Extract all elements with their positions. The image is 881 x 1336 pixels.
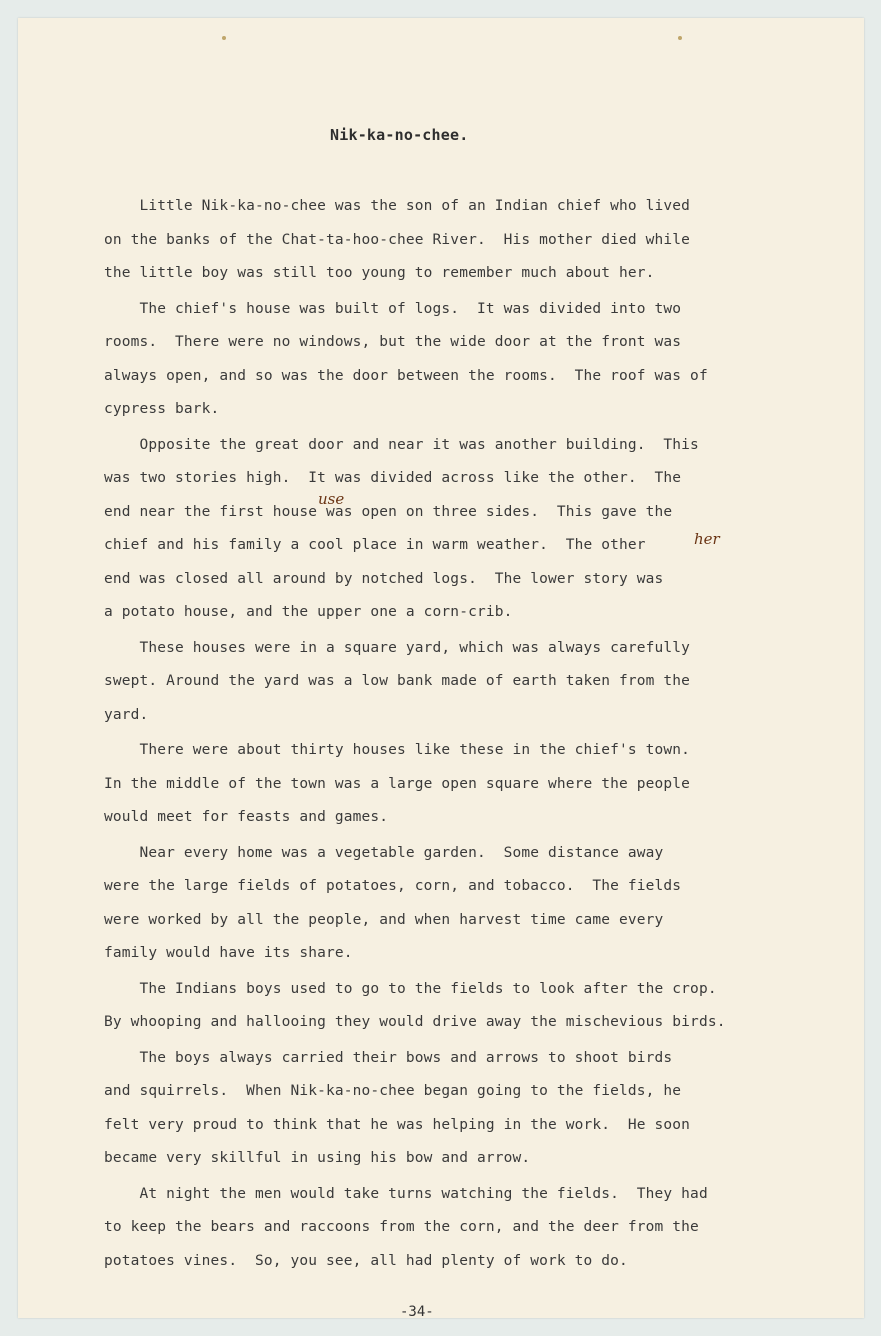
- text-line: cypress bark.: [104, 401, 220, 417]
- text-line: yard.: [104, 706, 149, 723]
- text-line: Little Nik-ka-no-chee was the son of an Indian chief who lived: [104, 198, 691, 214]
- text-line: potatoes vines. So, you see, all had plenty of work to do.: [104, 1252, 628, 1269]
- text-line: The boys always carried their bows and arrows to shoot birds: [104, 1049, 673, 1066]
- text-line: were worked by all the people, and when harvest time came every: [104, 911, 664, 928]
- page-number: -34-: [400, 1304, 434, 1318]
- handwritten-correction: use: [318, 490, 345, 508]
- text-line: felt very proud to think that he was helping in the work. He soon: [104, 1116, 691, 1133]
- text-line: always open, and so was the door between the rooms. The roof was of: [104, 367, 708, 384]
- text-line: and squirrels. When Nik-ka-no-chee began going to the fields, he: [104, 1083, 682, 1099]
- text-line: At night the men would take turns watching the fields. They had: [104, 1185, 708, 1202]
- paragraph: [104, 1178, 794, 1279]
- text-line: The chief's house was built of logs. It was divided into two: [104, 300, 682, 317]
- handwritten-correction: her: [694, 530, 720, 548]
- punch-hole-mark: [222, 36, 226, 40]
- paragraph: [104, 973, 794, 1040]
- paragraph: [104, 190, 794, 291]
- document-title: Nik-ka-no-chee.: [330, 126, 469, 144]
- text-line: swept. Around the yard was a low bank made of earth taken from the: [104, 673, 691, 689]
- text-line: were the large fields of potatoes, corn, and tobacco. The fields: [104, 878, 682, 894]
- text-line: The Indians boys used to go to the fields to look after the crop.: [104, 980, 717, 997]
- text-line: a potato house, and the upper one a corn-crib.: [104, 604, 513, 620]
- document-body: [104, 190, 794, 1280]
- paragraph: [104, 734, 794, 835]
- punch-hole-mark: [678, 36, 682, 40]
- text-line: on the banks of the Chat-ta-hoo-chee River. His mother died while: [104, 231, 691, 248]
- paragraph: [104, 632, 794, 733]
- text-line: Opposite the great door and near it was another building. This: [104, 436, 699, 453]
- text-line: By whooping and hallooing they would drive away the mischevious birds.: [104, 1014, 726, 1030]
- text-line: the little boy was still too young to remember much about her.: [104, 265, 655, 281]
- text-line: end was closed all around by notched logs. The lower story was: [104, 570, 664, 587]
- text-line: In the middle of the town was a large open square where the people: [104, 775, 691, 792]
- text-line: chief and his family a cool place in warm weather. The other: [104, 537, 646, 553]
- text-line: These houses were in a square yard, which was always carefully: [104, 639, 691, 656]
- paragraph: [104, 1042, 794, 1176]
- paragraph: [104, 429, 794, 630]
- document-page: [18, 18, 864, 1318]
- text-line: There were about thirty houses like these in the chief's town.: [104, 742, 691, 758]
- text-line: Near every home was a vegetable garden. Some distance away: [104, 844, 664, 861]
- text-line: rooms. There were no windows, but the wide door at the front was: [104, 334, 682, 350]
- paragraph: [104, 837, 794, 971]
- text-line: became very skillful in using his bow and arrow.: [104, 1150, 531, 1166]
- text-line: family would have its share.: [104, 945, 353, 961]
- text-line: would meet for feasts and games.: [104, 809, 389, 825]
- text-line: was two stories high. It was divided across like the other. The: [104, 470, 682, 486]
- text-line: to keep the bears and raccoons from the corn, and the deer from the: [104, 1219, 699, 1235]
- text-line: end near the first house was open on three sides. This gave the: [104, 503, 673, 520]
- paragraph: [104, 293, 794, 427]
